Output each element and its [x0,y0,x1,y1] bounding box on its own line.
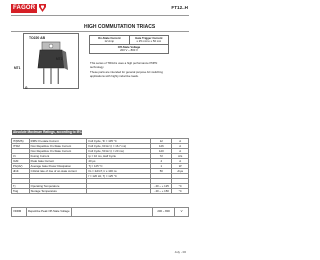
value-cell: - 40 ~ + 150 [151,189,172,194]
value-cell: 200 ~ 800 [153,208,175,217]
symbol-cell: dI/dt [12,169,30,174]
symbol-cell: Tj [12,184,30,189]
spec-label: On-State Current [97,35,121,40]
condition-cell: Full Cycle, 60 Hz (t = 16.7 ms) [87,144,151,149]
symbol-cell: VDRM [12,208,27,217]
spec-label: Off-State Voltage [117,44,141,49]
value-cell: 12 [151,139,172,144]
table-row [12,169,189,174]
table-row [12,189,189,194]
spec-value: ≤ 25 mA to ≤ 50 mA [136,39,162,43]
parameter-cell: Repetitive Peak Off-State Voltage [26,208,71,217]
condition-cell: IG = 2xIGT, tr ≤ 100 ns [87,169,151,174]
part-number: FT12..H [171,5,188,10]
parameter-cell: Non Repetitive On-State Current [29,149,87,154]
symbol-cell: IGM [12,159,30,164]
condition-cell: Tj = 125 °C [87,164,151,169]
spec-cell-gate-trigger-current [130,36,169,44]
condition-cell: f = 120 Hz, Tj = 125 °C [87,174,151,179]
ratings-section-title: Absolute Maximum Ratings, according to IEC publication No. 134 [13,130,113,134]
pin-label-g: G [25,86,28,90]
description-paragraph: This series of TRIACs uses a high performance PNPN technology. [90,61,158,69]
value-cell: - 40 ~ + 125 [151,184,172,189]
spec-label: Gate Trigger Current [135,35,163,40]
unit-cell: °C [172,189,189,194]
value-cell: 1 [151,164,172,169]
value-cell: 120 [151,149,172,154]
condition-cell [87,189,151,194]
unit-cell: V [175,208,189,217]
condition-cell: 20 µs [87,159,151,164]
brand-mark-icon [38,3,47,13]
table-row [12,149,189,154]
spec-value: 200 V ~ 800 V [120,48,138,52]
title-rule [11,31,189,32]
spec-value: 12 Amp [104,39,114,43]
condition-cell: Full Cycle, Tc = 105 °C [87,139,151,144]
key-specs-table [89,35,169,54]
symbol-cell: IT(RMS) [12,139,30,144]
value-cell: 72 [151,154,172,159]
unit-cell: A [172,159,189,164]
ratings-table [11,138,189,194]
description-paragraph: These parts are intended for general purpose AC switching applications with highly inductive loads. [90,70,163,78]
spec-row [90,45,168,53]
symbol-cell: ITSM [12,144,30,149]
page-title: HIGH COMMUTATION TRIACS [84,24,156,30]
parameter-cell: RMS On-state Current [29,139,87,144]
brand-name: FAGOR [13,5,36,11]
symbol-cell: I²t [12,154,30,159]
parameter-cell: Operating Temperature [29,184,87,189]
unit-cell: A²s [172,154,189,159]
unit-cell: A/µs [172,169,189,174]
spec-row [90,36,168,45]
unit-cell: W [172,164,189,169]
header-rule [11,15,189,16]
footer-date: July - 00 [174,250,186,254]
condition-cell: tp = 10 ms, Half Cycle [87,154,151,159]
pin-label-mt1: MT1 [14,66,21,70]
parameter-cell: Average Gate Power Dissipation [29,164,87,169]
value-cell: 126 [151,144,172,149]
pin-label-mt2: MT2 [56,57,63,61]
blank-cell [71,208,152,217]
condition-cell: Full Cycle, 50 Hz (t = 20 ms) [87,149,151,154]
parameter-cell: Non Repetitive On-State Current [29,144,87,149]
unit-cell: A [172,149,189,154]
table-row [12,154,189,159]
table-row [12,164,189,169]
unit-cell: °C [172,184,189,189]
parameter-cell: Critical rate of rise of on-state current [29,169,87,174]
table-row [12,144,189,149]
spec-cell-on-state-current [90,36,130,44]
package-name: TO220 AB [29,36,46,40]
table-row [12,139,189,144]
parameter-cell: Fusing Current [29,154,87,159]
to220-package-icon [22,40,80,88]
parameter-cell: Storage Temperature [29,189,87,194]
unit-cell: A [172,144,189,149]
parameter-cell: Peak Gate Current [29,159,87,164]
product-description [90,62,170,80]
table-row [12,208,189,217]
value-cell: 4 [151,159,172,164]
value-cell: 50 [151,169,172,174]
symbol-cell: PG(AV) [12,164,30,169]
unit-cell: A [172,139,189,144]
voltage-rating-table [11,207,189,217]
symbol-cell: Tstg [12,189,30,194]
spec-cell-off-state-voltage [90,45,168,53]
